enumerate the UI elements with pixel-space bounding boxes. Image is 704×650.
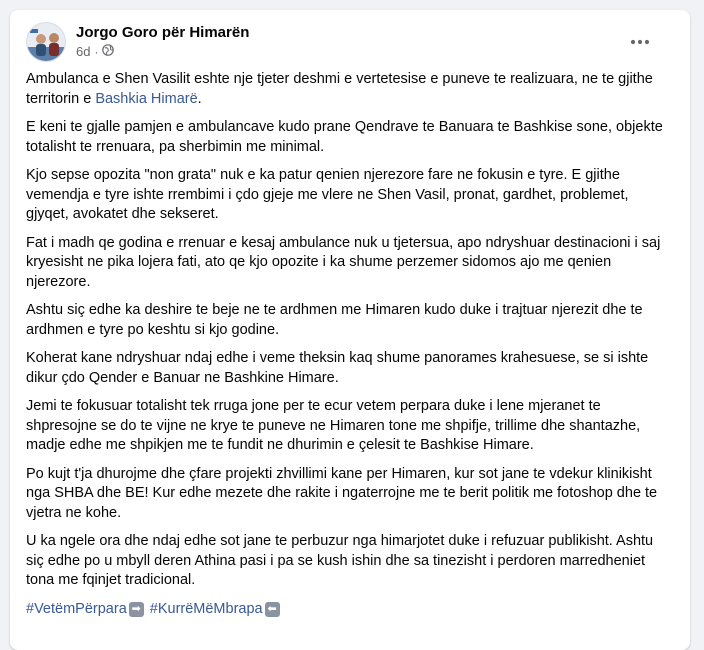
paragraph-text-end: .: [197, 90, 202, 107]
post-paragraph-1: [26, 70, 674, 109]
more-options-icon[interactable]: [626, 28, 654, 56]
right-arrow-icon: ➡: [129, 602, 144, 617]
meta-separator: ·: [94, 44, 99, 59]
post-body: [26, 70, 674, 619]
post-time[interactable]: 6d: [76, 44, 91, 59]
paragraph-text: Ambulanca e Shen Vasilit eshte nje tjeter deshmi e vertetesise e puneve te realizuara, ne te gjithe territorin e: [26, 71, 653, 107]
post-card: [10, 10, 690, 650]
post-paragraph-5: Ashtu siç edhe ka deshire te beje ne te ardhmen me Himaren kudo duke i trajtuar njerezit dhe te ardhmen e tyre po keshtu si kjo godine.: [26, 302, 643, 338]
author-name[interactable]: Jorgo Goro për Himarën: [76, 24, 250, 41]
hashtag-text[interactable]: #VetëmPërpara: [26, 600, 127, 617]
hashtag-text[interactable]: #KurrëMëMbrapa: [149, 600, 263, 617]
post-paragraph-8: Po kujt t'ja dhurojme dhe çfare projekti zhvillimi kane per Himaren, kur sot jane te vdekur klinikisht nga SHBA dhe BE! Kur edhe mezete dhe rakite i ngaterrojne me te berit politik me fotoshop dhe te vjetra ne kohe.: [26, 465, 658, 521]
post-paragraph-6: Koherat kane ndryshuar ndaj edhe i veme theksin kaq shume panorames krahesuese, se si ishte dikur çdo Qender e Banuar ne Bashkine Himare.: [26, 350, 649, 386]
left-arrow-icon: ⬅: [265, 602, 280, 617]
hashtag-vetem-perpara[interactable]: [26, 600, 144, 620]
post-paragraph-2: E keni te gjalle pamjen e ambulancave kudo prane Qendrave te Banuara te Bashkise sone, objekte totalisht te rrenuara, pa sherbimin me minimal.: [26, 119, 663, 155]
post-paragraph-3: Kjo sepse opozita "non grata" nuk e ka patur qenien njerezore fare ne fokusin e tyre. E gjithe vemendja e tyre ishte rrembimi i çdo gjeje me vlere ne Shen Vasil, pronat, gardhet, problemet, gjyqet, avokatet dhe sekseret.: [26, 167, 629, 222]
page-link-bashkia-himare[interactable]: Bashkia Himarë: [95, 90, 198, 107]
post-paragraph-7: Jemi te fokusuar totalisht tek rruga jone per te ecur vetem perpara duke i lene mjeranet te shpresojne se do te vijne ne krye te puneve ne Himaren tone me shpifje, trillime dhe shantazhe, madje edhe me shpikjen me te fundit ne dhurimin e çelesit te Bashkise Himare.: [26, 398, 641, 453]
hashtag-row: [26, 600, 674, 620]
avatar[interactable]: [26, 22, 66, 62]
hashtag-kurre-me-mbrapa[interactable]: [150, 600, 280, 620]
post-paragraph-9: U ka ngele ora dhe ndaj edhe sot jane te perbuzur nga himarjotet duke i refuzuar publikisht. Ashtu siç edhe po u mbyll deren Athina pasi i pa se kush ishin dhe sa tinezisht i perdoren marredheniet tona me fqinjet tradicional.: [26, 533, 654, 588]
post-meta: [76, 44, 114, 59]
post-header: [26, 22, 666, 62]
globe-icon: [102, 44, 114, 59]
post-paragraph-4: Fat i madh qe godina e rrenuar e kesaj ambulance nuk u tjetersua, apo ndryshuar destinacioni i saj kryesisht ne pika lojera fati, ato qe kjo opozite i ka shume perzemer sidomos ajo me qenien njerezore.: [26, 234, 661, 290]
